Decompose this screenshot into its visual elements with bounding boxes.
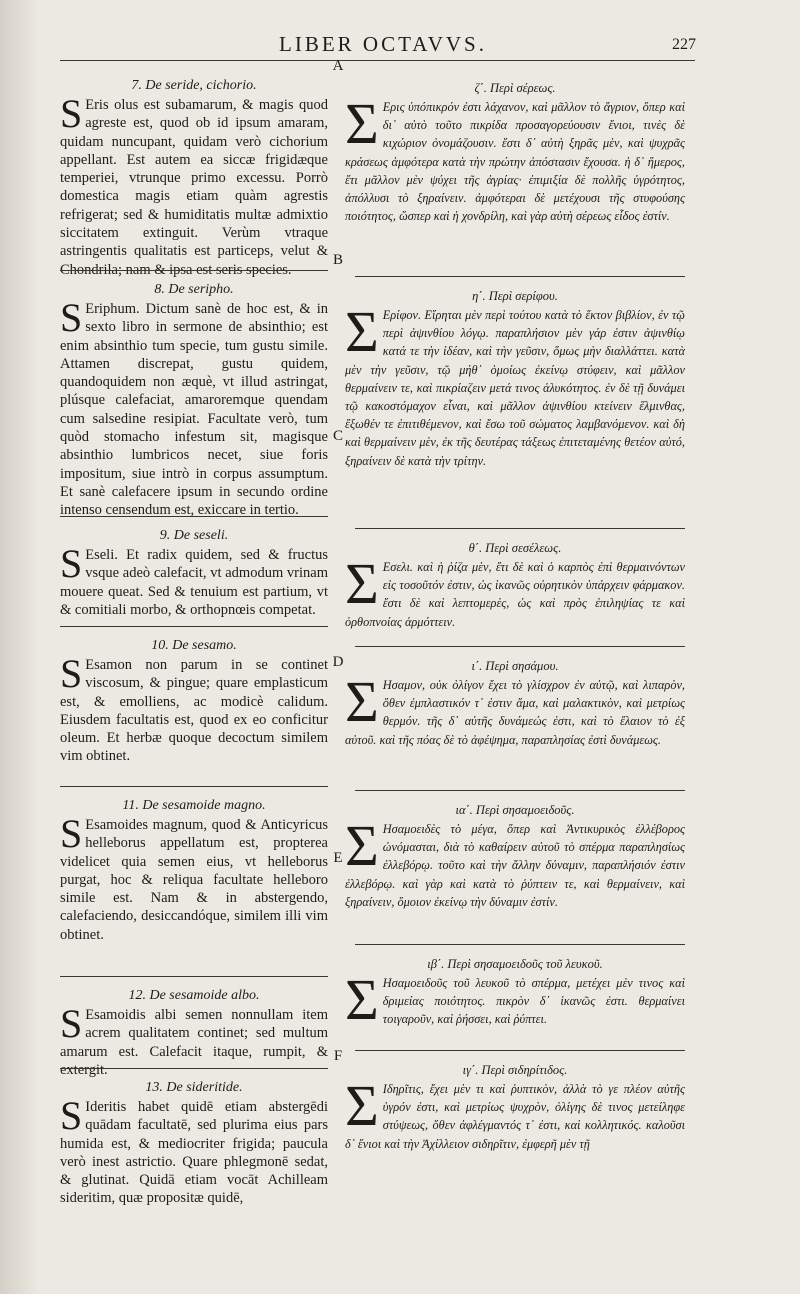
greek-text: Ησαμοειδὲς τὸ μέγα, ὅπερ καὶ Ἀντικυρικὸς ἐλλέβορος ὠνόμασται, διὰ τὸ καθαίρειν αὐτοῦ τὸ σπέρμα παραπλησίως ἐλλεβόρῳ. τοῦτο καὶ τὴν ἄλλην δύναμιν, παραπλήσιόν ἐστιν ἐλλεβόρῳ. καὶ γὰρ καὶ κατὰ τὸ ῥύπτειν τε, καὶ θερμαίνειν, καὶ ξηραίνειν, ὅμοιον ἐκείνῳ τὴν δύναμιν ἐστίν. — [345, 822, 685, 909]
section-divider — [355, 646, 685, 647]
greek-heading: ιβ΄. Περὶ σησαμοειδοῦς τοῦ λευκοῦ. — [427, 957, 603, 971]
latin-text: Eris olus est subamarum, & magis quod agreste est, quod ob id ipsum amaram, quidam nuncupant, quidam verò cichorium appellant. Est autem ea siccæ frigidæque temperiei, vtrunque primo excessu. Porrò domestica magis etiam quàm agrestis refrigerat; sed & humiditatis multæ admixtio siccitatem extinguit. Verùm vtraque astringentis qualitatis est particeps, velut & Chondrila; nam & ipsa est seris species. — [60, 97, 328, 278]
greek-section-13 — [345, 1060, 685, 1153]
greek-text: Ησαμοειδοῦς τοῦ λευκοῦ τὸ σπέρμα, μετέχει μὲν τινος καὶ δριμείας ποιότητος. πικρὸν δ᾽ ἱκανῶς ἐστι. θερμαίνει τοιγαροῦν, καὶ ῥήσσει, καὶ ῥύπτει. — [382, 976, 685, 1027]
latin-paragraph — [60, 651, 328, 766]
latin-paragraph — [60, 811, 328, 944]
drop-cap: S — [60, 91, 83, 136]
greek-paragraph — [345, 967, 685, 1032]
section-divider — [60, 516, 328, 517]
latin-section-9 — [60, 526, 328, 619]
latin-heading: 9. De seseli. — [159, 528, 229, 543]
margin-letter-f: F — [333, 1048, 343, 1064]
drop-cap: Σ — [345, 299, 379, 364]
greek-paragraph — [345, 813, 685, 911]
latin-text: Esamoides magnum, quod & Anticyricus helleborus appellatum est, propterea videlicet quia semen eius, vt helleborus purgat, hoc & reliqua facultate helleboro simile est. Nam & in abstergendo, calefaciendo, desiccandóque, similem illi vim obtinet. — [60, 817, 328, 943]
greek-text: Εσελι. καὶ ἡ ῥίζα μὲν, ἔτι δὲ καὶ ὁ καρπὸς ἐπὶ θερμαινόντων εἰς τοσοῦτόν ἐστιν, ὡς ἱκανῶς οὐρητικὸν ὑπάρχειν φάρμακον. ἔστι δὲ καὶ λεπτομερὲς, ὡς καὶ πρὸς ἐπιληψίας τε καὶ ὀρθοπνοίας ἁρμόττειν. — [345, 560, 685, 629]
latin-text: Eseli. Et radix quidem, sed & fructus vsque adeò calefacit, vt admodum vrinam mouere queat. Sed & tenuium est partium, vt & comitiali morbo, & orthopnœis competat. — [60, 547, 328, 618]
greek-text: Ερίφον. Εἴρηται μὲν περὶ τούτου κατὰ τὸ ἕκτον βιβλίον, ἐν τῷ περὶ ἀψινθίου λόγῳ. παραπλήσιον μὲν γάρ ἐστιν ἀψινθίῳ κατά τε τὴν ἰδέαν, καὶ τὴν γεῦσιν, ὅμως μὴν διαλλάττει. κατὰ μὲν τὴν γεῦσιν, τῷ μήθ᾽ ὁμοίως ἐκείνῳ στύφειν, καὶ μᾶλλον θερμαίνειν τε, καὶ πικρίαζειν μετά τινος ἁλυκότητος. ἐν δὲ τῇ δυνάμει τῷ κακοστόμαχον εἶναι, καὶ μᾶλλον ἀψινθίου κτείνειν ἕλμινθας, ἔξωθέν τε ἐπιτιθέμενον, καὶ ἔσω τοῦ σώματος λαμβανόμενον. καὶ δὴ καὶ θερμαίνειν μὲν, ἐκ τῆς δευτέρας τάξεως ἐπιτεταμένης θετέον αὐτό, ξηραίνειν δὲ κατὰ τὴν τρίτην. — [345, 308, 685, 468]
section-divider — [60, 976, 328, 977]
greek-text: Ερις ὑπόπικρόν ἐστι λάχανον, καὶ μᾶλλον τὸ ἄγριον, ὅπερ καὶ δι᾽ αὐτὸ τοῦτο πικρίδα προσαγορεύουσιν ἔνιοι, τινὲς δὲ κιχώριον ὀνομάζουσιν. ἔστι δ᾽ αὐτὴ ξηρᾶς μὲν, καὶ ψυχρᾶς κράσεως ἀμφότερα κατὰ τὴν πρώτην ἀπόστασιν ἔχουσα. ἡ δ᾽ ἥμερος, ἔτι μᾶλλον μὲν ψύχει τῆς ἀγρίας· ἐπιμιξία δὲ πολλῆς ὑγρότητος, ἀπόλλυσι τὸ ξηραίνειν. ἀμφότεραι δὲ μετέχουσι τῆς στυφούσης ποιότητος, ὥσπερ καὶ ἡ χονδρίλη, καὶ γὰρ αὐτὴ σέρεως εἶδος ἐστίν. — [345, 100, 685, 224]
latin-paragraph — [60, 541, 328, 619]
greek-section-8 — [345, 286, 685, 470]
margin-letter-b: B — [332, 252, 343, 268]
gutter-shadow — [0, 0, 40, 1294]
greek-paragraph — [345, 669, 685, 749]
latin-section-11 — [60, 796, 328, 944]
latin-text: Ideritis habet quidē etiam abstergēdi quādam facultatē, sed plurima eius pars humida est, & mediocriter frigida; paucula verò inest astrictio. Quare phlegmonē sedat, & glutinat. Quidā etiam vocāt Achilleam sideritim, quæ propositæ quidē, — [60, 1099, 328, 1207]
drop-cap: Σ — [345, 967, 379, 1032]
latin-heading: 12. De sesamoide albo. — [128, 988, 260, 1003]
section-divider — [60, 270, 328, 271]
margin-letter-a: A — [332, 58, 344, 74]
greek-heading: θ΄. Περὶ σεσέλεως. — [468, 541, 562, 555]
greek-paragraph — [345, 91, 685, 225]
latin-text: Esamon non parum in se continet viscosum, & pingue; quare emplasticum est, & emolliens, ac modicè calidum. Eiusdem facultatis est, quod ex eo conficitur oleum. Et herbæ quoque decoctum similem vim obtinet. — [60, 657, 328, 765]
greek-section-11 — [345, 800, 685, 911]
drop-cap: Σ — [345, 669, 379, 734]
latin-text: Eriphum. Dictum sanè de hoc est, & in sexto libro in sermone de absinthio; est enim absinthio tum specie, tum gustu simile. Attamen discrepat, gustu quidem, quandoquidem non æquè, vt illud astringat, plúsque calefaciat, amaroremque quendam cum salsedine resipiat. Facultate verò, tum quòd stomacho infestum sit, magisque absinthio lumbricos necet, siue foris impositum, siue intrò in corpus assumptum. Et sanè calefacere ipsum in secundo ordine intenso censendum est, exiccare in tertio. — [60, 301, 328, 519]
greek-text: Ησαμον, οὐκ ὀλίγον ἔχει τὸ γλίσχρον ἐν αὐτῷ, καὶ λιπαρὸν, ὅθεν ἐμπλαστικόν τ᾽ ἐστιν ἅμα, καὶ μαλακτικὸν, καὶ μετρίως θερμόν. τῆς δ᾽ αὐτῆς δυνάμεώς ἐστι, καὶ τὸ ἔλαιον τὸ ἐξ αὐτοῦ. καὶ τῆς πόας δὲ τὸ ἀφέψημα, παραπλησίας ἐστὶ δυνάμεως. — [345, 678, 685, 747]
greek-section-9 — [345, 538, 685, 631]
greek-heading: ιγ΄. Περὶ σιδηρίτιδος. — [462, 1063, 568, 1077]
latin-text: Esamoidis albi semen nonnullam item acrem qualitatem continet; sed multum amarum est. Calefacit itaque, rumpit, & extergit. — [60, 1007, 328, 1078]
greek-heading: ι΄. Περὶ σησάμου. — [471, 659, 559, 673]
latin-section-13 — [60, 1078, 328, 1208]
latin-section-8 — [60, 280, 328, 520]
page-number: 227 — [672, 36, 696, 53]
section-divider — [355, 790, 685, 791]
latin-heading: 11. De sesamoide magno. — [122, 798, 266, 813]
margin-letter-d: D — [332, 654, 344, 670]
greek-text: Ιδηρῖτις, ἔχει μὲν τι καὶ ῥυπτικὸν, ἀλλὰ τὸ γε πλέον αὐτῆς ὑγρόν ἐστι, καὶ μετρίως ψυχρὸν, ὀλίγης δὲ τινος μετείληφε στύψεως, ὅθεν ἀφλέγμαντός τ᾽ ἐστι, καὶ κολλητικός. καλοῦσι δ᾽ ἔνιοι καὶ τὴν Ἀχίλλειον σιδηρῖτιν, ἐμφερῆ μὲν τῇ — [345, 1082, 685, 1151]
greek-section-7 — [345, 78, 685, 225]
section-divider — [60, 626, 328, 627]
drop-cap: S — [60, 1093, 83, 1138]
drop-cap: S — [60, 541, 83, 586]
greek-heading: ζ΄. Περὶ σέρεως. — [474, 81, 556, 95]
greek-heading: η΄. Περὶ σερίφου. — [472, 289, 558, 303]
greek-paragraph — [345, 1073, 685, 1153]
section-divider — [60, 786, 328, 787]
header-rule — [60, 60, 695, 61]
latin-heading: 13. De sideritide. — [145, 1080, 243, 1095]
greek-paragraph — [345, 299, 685, 470]
drop-cap: Σ — [345, 813, 379, 878]
section-divider — [60, 1068, 328, 1069]
greek-section-10 — [345, 656, 685, 749]
greek-heading: ια΄. Περὶ σησαμοειδοῦς. — [455, 803, 575, 817]
latin-section-12 — [60, 986, 328, 1079]
page-header — [0, 30, 800, 58]
section-divider — [355, 276, 685, 277]
section-divider — [355, 1050, 685, 1051]
latin-section-10 — [60, 636, 328, 766]
latin-heading: 7. De seride, cichorio. — [131, 78, 257, 93]
drop-cap: Σ — [345, 551, 379, 616]
drop-cap: Σ — [345, 1073, 379, 1138]
latin-paragraph — [60, 91, 328, 279]
greek-section-12 — [345, 954, 685, 1032]
latin-heading: 8. De seripho. — [154, 282, 234, 297]
latin-section-7 — [60, 76, 328, 279]
section-divider — [355, 528, 685, 529]
section-divider — [355, 944, 685, 945]
drop-cap: S — [60, 1001, 83, 1046]
greek-paragraph — [345, 551, 685, 631]
drop-cap: S — [60, 295, 83, 340]
latin-paragraph — [60, 295, 328, 520]
latin-heading: 10. De sesamo. — [151, 638, 237, 653]
drop-cap: S — [60, 811, 83, 856]
drop-cap: Σ — [345, 91, 379, 156]
latin-paragraph — [60, 1093, 328, 1208]
drop-cap: S — [60, 651, 83, 696]
margin-letter-c: C — [332, 428, 343, 444]
margin-letter-e: E — [333, 850, 343, 866]
running-title: LIBER OCTAVVS. — [279, 32, 487, 56]
